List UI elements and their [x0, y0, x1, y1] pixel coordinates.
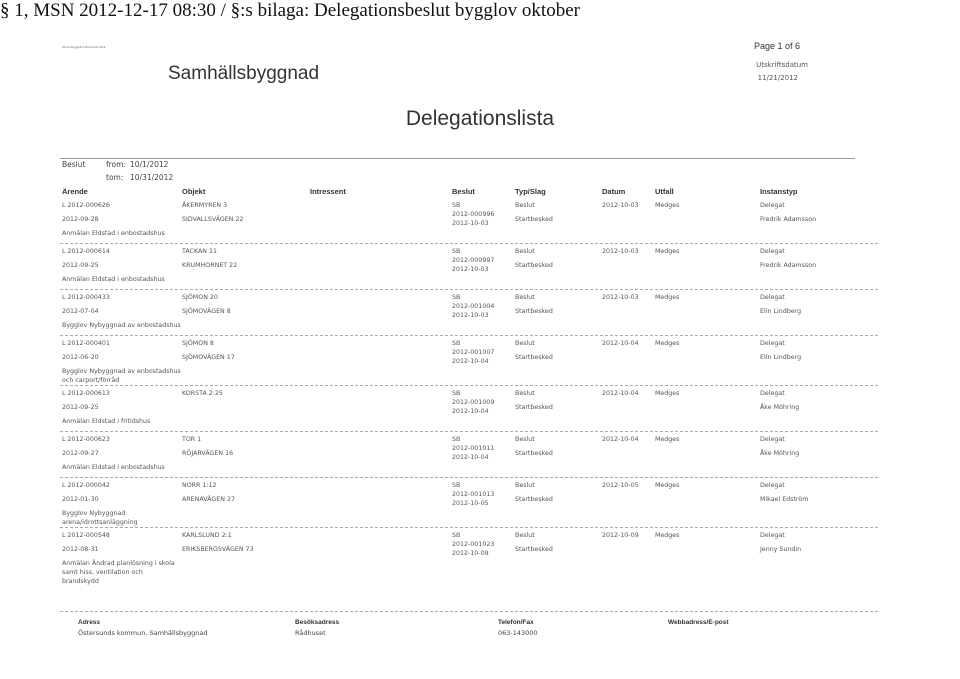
record-arende: L 2012-000548 — [62, 532, 110, 539]
record-datum: 2012-10-04 — [602, 390, 639, 397]
row-divider — [60, 243, 878, 244]
page-label: Page 1 of 6 — [753, 41, 800, 51]
record-beslut-datum: 2012-10-03 — [452, 266, 489, 273]
record-typ2: Startbesked — [515, 496, 553, 503]
record-beslut-datum: 2012-10-05 — [452, 500, 489, 507]
record-handlaggare: Jenny Sundin — [760, 546, 802, 553]
record-description: Anmälan Eldstad i enbostadshus — [62, 230, 165, 237]
record-instans: Delegat — [760, 390, 785, 397]
record-beslut-datum: 2012-10-04 — [452, 358, 489, 365]
col-instanstyp: Instanstyp — [760, 187, 798, 196]
record-description: och carport/förråd — [62, 377, 120, 384]
record-typ2: Startbesked — [515, 308, 553, 315]
record-instans: Delegat — [760, 294, 785, 301]
record-instans: Delegat — [760, 482, 785, 489]
footer-web-label: Webbadress/E-post — [668, 619, 729, 626]
record-typ1: Beslut — [515, 390, 535, 397]
col-beslut: Beslut — [452, 187, 475, 196]
record-typ1: Beslut — [515, 248, 535, 255]
record-objekt2: SJÖMOVÄGEN 17 — [182, 354, 235, 361]
record-objekt2: ARENAVÄGEN 27 — [182, 496, 235, 503]
record-objekt1: SJÖMON 8 — [182, 340, 214, 347]
record-description: Anmälan Ändrad planlösning i skola — [62, 560, 175, 567]
record-datum-in: 2012-09-25 — [62, 262, 99, 269]
record-beslut-datum: 2012-10-03 — [452, 312, 489, 319]
record-typ1: Beslut — [515, 482, 535, 489]
record-datum: 2012-10-04 — [602, 340, 639, 347]
filter-to-label: tom: — [106, 173, 124, 182]
col-arende: Ärende — [62, 187, 88, 196]
record-arende: L 2012-000042 — [62, 482, 110, 489]
record-typ2: Startbesked — [515, 216, 553, 223]
record-description: Anmälan Eldstad i enbostadshus — [62, 464, 165, 471]
record-arende: L 2012-000401 — [62, 340, 110, 347]
record-objekt1: KORSTA 2:25 — [182, 390, 223, 397]
record-objekt2: KRUMHORNET 22 — [182, 262, 238, 269]
record-datum: 2012-10-04 — [602, 436, 639, 443]
filter-label: Beslut — [62, 160, 86, 169]
record-description: samt hiss, ventilation och — [62, 569, 143, 576]
print-date-label: Utskriftsdatum — [756, 61, 808, 69]
footer-divider — [60, 611, 878, 612]
record-arende: L 2012-000613 — [62, 390, 110, 397]
record-datum: 2012-10-03 — [602, 294, 639, 301]
record-datum: 2012-10-03 — [602, 202, 639, 209]
footer-adress: Östersunds kommun, Samhällsbyggnad — [78, 629, 208, 637]
record-objekt2: ERIKSBERGSVÄGEN 73 — [182, 546, 254, 553]
record-beslut-kod: SB — [452, 390, 461, 397]
header-divider — [60, 158, 855, 159]
record-arende: L 2012-000623 — [62, 436, 110, 443]
record-utfall: Medges — [655, 294, 680, 301]
record-objekt1: NORR 1:12 — [182, 482, 217, 489]
filter-from-label: from: — [106, 160, 126, 169]
record-beslut-nr: 2012-001004 — [452, 303, 495, 310]
footer-besok-label: Besöksadress — [295, 619, 340, 626]
record-description: Anmälan Eldstad i enbostadshus — [62, 276, 165, 283]
record-beslut-nr: 2012-001023 — [452, 541, 495, 548]
record-beslut-nr: 2012-000997 — [452, 257, 495, 264]
record-instans: Delegat — [760, 532, 785, 539]
record-instans: Delegat — [760, 248, 785, 255]
record-beslut-kod: SB — [452, 248, 461, 255]
record-typ1: Beslut — [515, 340, 535, 347]
record-description: Bygglov Nybyggnad — [62, 510, 126, 517]
record-handlaggare: Fredrik Adamsson — [760, 216, 817, 223]
col-typ-slag: Typ/Slag — [515, 187, 546, 196]
record-handlaggare: Elin Lindberg — [760, 354, 802, 361]
record-typ1: Beslut — [515, 436, 535, 443]
record-typ1: Beslut — [515, 202, 535, 209]
print-date: 11/21/2012 — [757, 74, 798, 82]
record-typ2: Startbesked — [515, 546, 553, 553]
row-divider — [60, 335, 878, 336]
record-utfall: Medges — [655, 436, 680, 443]
row-divider — [60, 527, 878, 528]
record-datum: 2012-10-03 — [602, 248, 639, 255]
record-datum-in: 2012-01-30 — [62, 496, 99, 503]
record-datum-in: 2012-06-20 — [62, 354, 99, 361]
record-handlaggare: Åke Möhring — [760, 450, 800, 457]
record-utfall: Medges — [655, 390, 680, 397]
record-datum-in: 2012-09-25 — [62, 404, 99, 411]
record-objekt1: ÅKERMYREN 3 — [182, 202, 228, 209]
col-intressent: Intressent — [310, 187, 346, 196]
record-objekt2: RÖJARVÄGEN 16 — [182, 450, 234, 457]
record-beslut-nr: 2012-001011 — [452, 445, 495, 452]
org-title: Samhällsbyggnad — [168, 63, 320, 84]
col-utfall: Utfall — [655, 187, 674, 196]
record-beslut-kod: SB — [452, 482, 461, 489]
record-beslut-kod: SB — [452, 294, 461, 301]
logo-small-text: Stora Byggdl Dokument Utsk — [62, 45, 106, 49]
record-handlaggare: Mikael Edström — [760, 496, 809, 503]
record-typ1: Beslut — [515, 532, 535, 539]
footer-adress-label: Adress — [78, 619, 101, 626]
footer-tel-label: Telefon/Fax — [498, 619, 534, 626]
record-datum-in: 2012-09-27 — [62, 450, 99, 457]
row-divider — [60, 289, 878, 290]
record-beslut-nr: 2012-001007 — [452, 349, 495, 356]
record-objekt1: KARLSLUND 2:1 — [182, 532, 232, 539]
record-datum-in: 2012-09-28 — [62, 216, 99, 223]
record-beslut-nr: 2012-001013 — [452, 491, 495, 498]
record-beslut-nr: 2012-001009 — [452, 399, 495, 406]
row-divider — [60, 431, 878, 432]
record-description: arena/idrottsanläggning — [62, 519, 138, 526]
record-beslut-datum: 2012-10-09 — [452, 550, 489, 557]
record-description: Anmälan Eldstad i fritidshus — [62, 418, 151, 425]
record-description: Bygglov Nybyggnad av enbostadshus — [62, 368, 181, 375]
record-beslut-kod: SB — [452, 340, 461, 347]
record-instans: Delegat — [760, 202, 785, 209]
record-utfall: Medges — [655, 340, 680, 347]
record-typ2: Startbesked — [515, 262, 553, 269]
record-objekt1: TOR 1 — [182, 436, 202, 443]
record-arende: L 2012-000614 — [62, 248, 110, 255]
record-arende: L 2012-000433 — [62, 294, 110, 301]
top-caption: § 1, MSN 2012-12-17 08:30 / §:s bilaga: Delegationsbeslut bygglov oktober — [0, 0, 580, 21]
record-beslut-kod: SB — [452, 436, 461, 443]
record-instans: Delegat — [760, 436, 785, 443]
record-typ1: Beslut — [515, 294, 535, 301]
row-divider — [60, 477, 878, 478]
record-beslut-kod: SB — [452, 532, 461, 539]
record-handlaggare: Åke Möhring — [760, 404, 800, 411]
record-datum-in: 2012-08-31 — [62, 546, 99, 553]
record-objekt2: SJÖMOVÄGEN 8 — [182, 308, 231, 315]
footer-tel: 063-143000 — [498, 629, 538, 637]
record-datum: 2012-10-09 — [602, 532, 639, 539]
record-beslut-datum: 2012-10-04 — [452, 408, 489, 415]
record-instans: Delegat — [760, 340, 785, 347]
row-divider — [60, 385, 878, 386]
doc-title: Delegationslista — [405, 107, 555, 130]
record-beslut-datum: 2012-10-03 — [452, 220, 489, 227]
record-handlaggare: Elin Lindberg — [760, 308, 802, 315]
record-objekt2: SIDVALLSVÄGEN 22 — [182, 216, 244, 223]
record-utfall: Medges — [655, 532, 680, 539]
filter-to: 10/31/2012 — [130, 173, 174, 182]
record-utfall: Medges — [655, 202, 680, 209]
col-datum: Datum — [602, 187, 626, 196]
record-objekt1: TACKAN 11 — [182, 248, 218, 255]
record-datum-in: 2012-07-04 — [62, 308, 99, 315]
record-objekt1: SJÖMON 20 — [182, 294, 218, 301]
record-description: Bygglov Nybyggnad av enbostadshus — [62, 322, 181, 329]
record-beslut-nr: 2012-000996 — [452, 211, 495, 218]
col-objekt: Objekt — [182, 187, 206, 196]
record-typ2: Startbesked — [515, 354, 553, 361]
record-utfall: Medges — [655, 482, 680, 489]
record-description: brandskydd — [62, 578, 99, 585]
record-beslut-datum: 2012-10-04 — [452, 454, 489, 461]
record-beslut-kod: SB — [452, 202, 461, 209]
record-utfall: Medges — [655, 248, 680, 255]
record-typ2: Startbesked — [515, 450, 553, 457]
record-arende: L 2012-000626 — [62, 202, 110, 209]
record-datum: 2012-10-05 — [602, 482, 639, 489]
footer-besok: Rådhuset — [295, 629, 326, 637]
filter-from: 10/1/2012 — [130, 160, 169, 169]
record-handlaggare: Fredrik Adamsson — [760, 262, 817, 269]
record-typ2: Startbesked — [515, 404, 553, 411]
